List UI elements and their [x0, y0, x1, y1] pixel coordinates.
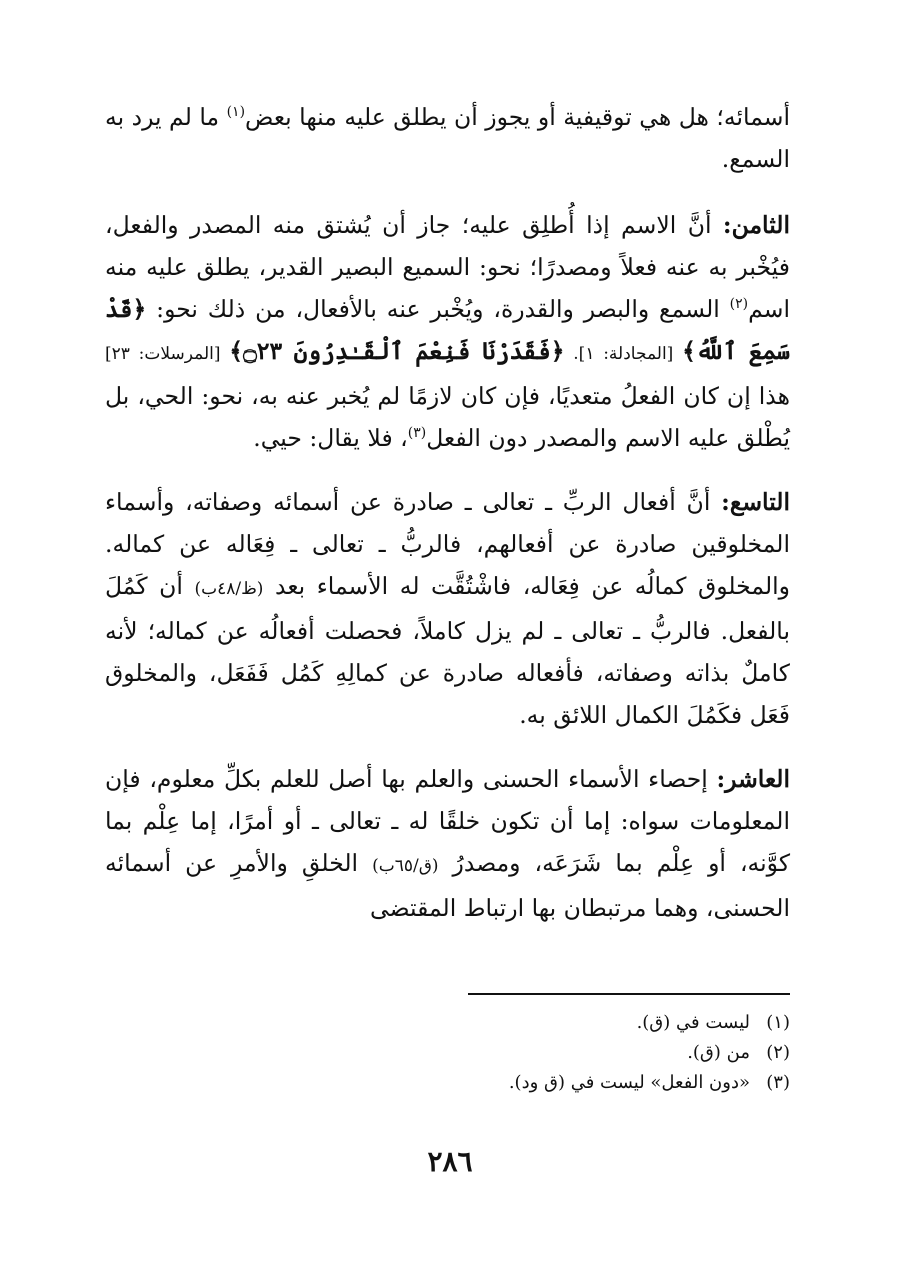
- footnote-item: (٣)«دون الفعل» ليست في (ق ود).: [508, 1072, 790, 1093]
- footnote-ref-3: (٣): [407, 425, 427, 442]
- footnote-divider: [468, 993, 790, 995]
- paragraph-eighth: الثامن: أنَّ الاسم إذا أُطلِق عليه؛ جاز أن يُشتق منه المصدر والفعل، فيُخْبر به عنه فعلاً ومصدرًا؛ نحو: السميع البصير القدير، يطلق عليه منه اسم$^{(٢)}$ السمع والبصر والقدرة، ويُخْبر عنه بالأفعال، من ذلك نحو: ﴿قَدْ سَمِعَ ٱللَّهُ﴾ [المجادلة: ١]. ﴿فَقَدَرْنَا فَنِعْمَ ٱلْقَـٰدِرُونَ ۝٢٣﴾ [المرسلات: ٢٣] هذا إن كان الفعلُ متعديًا، فإن كان لازمًا لم يُخبر عنه به، نحو: الحي، بل يُطْلق عليه الاسم والمصدر دون الفعل$^{(٣)}$، فلا يقال: حيي.: [105, 211, 790, 452]
- manuscript-ref-z48b: (ظ/٤٨ب): [194, 579, 264, 599]
- paragraph-ninth: التاسع: أنَّ أفعال الربِّ ـ تعالى ـ صادرة عن أسمائه وصفاته، وأسماء المخلوقين صادرة عن أفعالهم، فالربُّ ـ تعالى ـ فِعَاله عن كماله. والمخلوق كمالُه عن فِعَاله، فاشْتُقَّت له الأسماء بعد (ظ/٤٨ب) أن كَمُلَ بالفعل. فالربُّ ـ تعالى ـ لم يزل كاملاً، فحصلت أفعالُه عن كماله؛ لأنه كاملٌ بذاته وصفاته، فأفعاله صادرة عن كمالِهِ كَمُل فَفَعَل، والمخلوق فَعَل فكَمُلَ الكمال اللائق به.: [105, 488, 790, 729]
- footnotes: [360, 1008, 790, 1098]
- quran-quote-2: ﴿فَقَدَرْنَا فَنِعْمَ ٱلْقَـٰدِرُونَ ۝٢٣﴾: [229, 337, 565, 365]
- footnote-ref-2: (٢): [729, 296, 749, 313]
- paragraph-intro: أسمائه؛ هل هي توقيفية أو يجوز أن يطلق عليه منها بعض$^{(١)}$ ما لم يرد به السمع.: [105, 103, 790, 173]
- footnote-item: (١)ليست في (ق).: [636, 1012, 790, 1033]
- main-text: [105, 96, 790, 951]
- citation-mursalat: [المرسلات: ٢٣]: [105, 344, 230, 364]
- heading-eighth: الثامن:: [722, 211, 790, 239]
- manuscript-ref-q65b: (ق/٦٥ب): [372, 856, 439, 876]
- quran-quote-1: ﴿قَدْ سَمِعَ ٱللَّهُ﴾: [105, 295, 790, 365]
- footnote-item: (٢)من (ق).: [687, 1042, 790, 1063]
- paragraph-tenth: العاشر: إحصاء الأسماء الحسنى والعلم بها أصل للعلم بكلِّ معلوم، فإن المعلومات سواه: إما أن تكون خلقًا له ـ تعالى ـ أو أمرًا، إما عِلْم بما كوَّنه، أو عِلْم بما شَرَعَه، ومصدرُ (ق/٦٥ب) الخلقِ والأمرِ عن أسمائه الحسنى، وهما مرتبطان بها ارتباط المقتضى: [105, 765, 791, 922]
- citation-mujadila: [المجادلة: ١].: [564, 344, 683, 364]
- heading-ninth: التاسع:: [721, 488, 790, 516]
- page-number: ٢٨٦: [427, 1145, 473, 1178]
- footnote-ref-1: (١): [226, 104, 246, 121]
- heading-tenth: العاشر:: [716, 765, 790, 793]
